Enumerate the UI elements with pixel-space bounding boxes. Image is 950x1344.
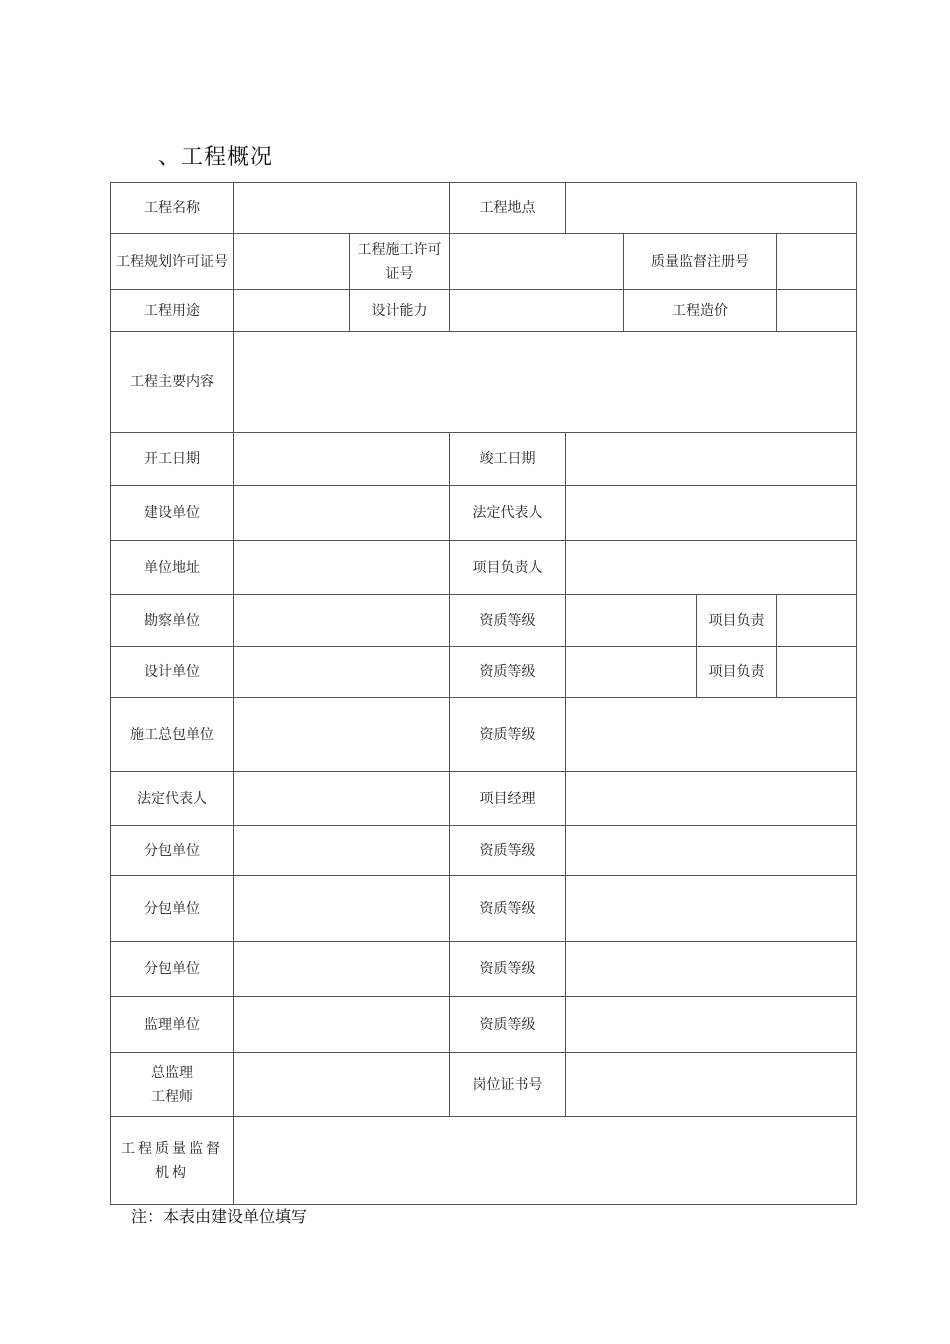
field-quality-supervision-org[interactable] [234, 1117, 857, 1205]
label-design-unit: 设计单位 [111, 647, 234, 698]
label-survey-project-lead: 项目负责 [697, 595, 777, 647]
field-quality-supervision-reg[interactable] [777, 234, 857, 290]
field-purpose[interactable] [234, 290, 350, 332]
label-design-capacity: 设计能力 [350, 290, 450, 332]
field-subcontractor-3[interactable] [234, 942, 450, 997]
label-general-contractor: 施工总包单位 [111, 698, 234, 772]
footnote: 注：本表由建设单位填写 [131, 1207, 308, 1226]
field-design-project-lead[interactable] [777, 647, 857, 698]
label-project-name: 工程名称 [111, 183, 234, 234]
label-subcontractor-2-qualification: 资质等级 [450, 876, 566, 942]
label-construction-permit: 工程施工许可证号 [350, 234, 450, 290]
field-subcontractor-2-qualification[interactable] [566, 876, 857, 942]
field-unit-address[interactable] [234, 541, 450, 595]
label-start-date: 开工日期 [111, 433, 234, 486]
field-survey-unit[interactable] [234, 595, 450, 647]
field-chief-supervisor[interactable] [234, 1053, 450, 1117]
label-quality-supervision-org: 工程质量监督机构 [111, 1117, 234, 1205]
field-main-content[interactable] [234, 332, 857, 433]
label-survey-unit: 勘察单位 [111, 595, 234, 647]
label-subcontractor-3-qualification: 资质等级 [450, 942, 566, 997]
label-unit-address: 单位地址 [111, 541, 234, 595]
field-subcontractor-3-qualification[interactable] [566, 942, 857, 997]
field-start-date[interactable] [234, 433, 450, 486]
label-design-project-lead: 项目负责 [697, 647, 777, 698]
field-construction-permit[interactable] [450, 234, 624, 290]
field-legal-rep-2[interactable] [234, 772, 450, 826]
label-subcontractor-1: 分包单位 [111, 826, 234, 876]
field-design-unit[interactable] [234, 647, 450, 698]
field-general-contractor[interactable] [234, 698, 450, 772]
label-main-content: 工程主要内容 [111, 332, 234, 433]
label-quality-supervision-reg: 质量监督注册号 [624, 234, 777, 290]
label-planning-permit: 工程规划许可证号 [111, 234, 234, 290]
field-subcontractor-1[interactable] [234, 826, 450, 876]
project-overview-table [110, 182, 857, 1205]
label-subcontractor-2: 分包单位 [111, 876, 234, 942]
field-survey-qualification[interactable] [566, 595, 697, 647]
label-subcontractor-3: 分包单位 [111, 942, 234, 997]
label-survey-qualification: 资质等级 [450, 595, 566, 647]
field-project-location[interactable] [566, 183, 857, 234]
label-subcontractor-1-qualification: 资质等级 [450, 826, 566, 876]
label-purpose: 工程用途 [111, 290, 234, 332]
field-legal-rep[interactable] [566, 486, 857, 541]
label-supervision-qualification: 资质等级 [450, 997, 566, 1053]
field-supervision-qualification[interactable] [566, 997, 857, 1053]
label-cost: 工程造价 [624, 290, 777, 332]
label-project-leader: 项目负责人 [450, 541, 566, 595]
field-design-capacity[interactable] [450, 290, 624, 332]
field-project-manager[interactable] [566, 772, 857, 826]
label-design-qualification: 资质等级 [450, 647, 566, 698]
field-contractor-qualification[interactable] [566, 698, 857, 772]
field-planning-permit[interactable] [234, 234, 350, 290]
label-legal-rep: 法定代表人 [450, 486, 566, 541]
field-survey-project-lead[interactable] [777, 595, 857, 647]
field-post-certificate[interactable] [566, 1053, 857, 1117]
field-construction-unit[interactable] [234, 486, 450, 541]
label-completion-date: 竣工日期 [450, 433, 566, 486]
label-contractor-qualification: 资质等级 [450, 698, 566, 772]
label-project-manager: 项目经理 [450, 772, 566, 826]
field-cost[interactable] [777, 290, 857, 332]
label-supervision-unit: 监理单位 [111, 997, 234, 1053]
label-construction-unit: 建设单位 [111, 486, 234, 541]
field-project-leader[interactable] [566, 541, 857, 595]
field-design-qualification[interactable] [566, 647, 697, 698]
label-chief-supervisor: 总监理工程师 [111, 1053, 234, 1117]
label-legal-rep-2: 法定代表人 [111, 772, 234, 826]
field-subcontractor-2[interactable] [234, 876, 450, 942]
field-project-name[interactable] [234, 183, 450, 234]
field-completion-date[interactable] [566, 433, 857, 486]
field-subcontractor-1-qualification[interactable] [566, 826, 857, 876]
page-title: 、工程概况 [158, 145, 274, 170]
field-supervision-unit[interactable] [234, 997, 450, 1053]
label-post-certificate: 岗位证书号 [450, 1053, 566, 1117]
label-project-location: 工程地点 [450, 183, 566, 234]
